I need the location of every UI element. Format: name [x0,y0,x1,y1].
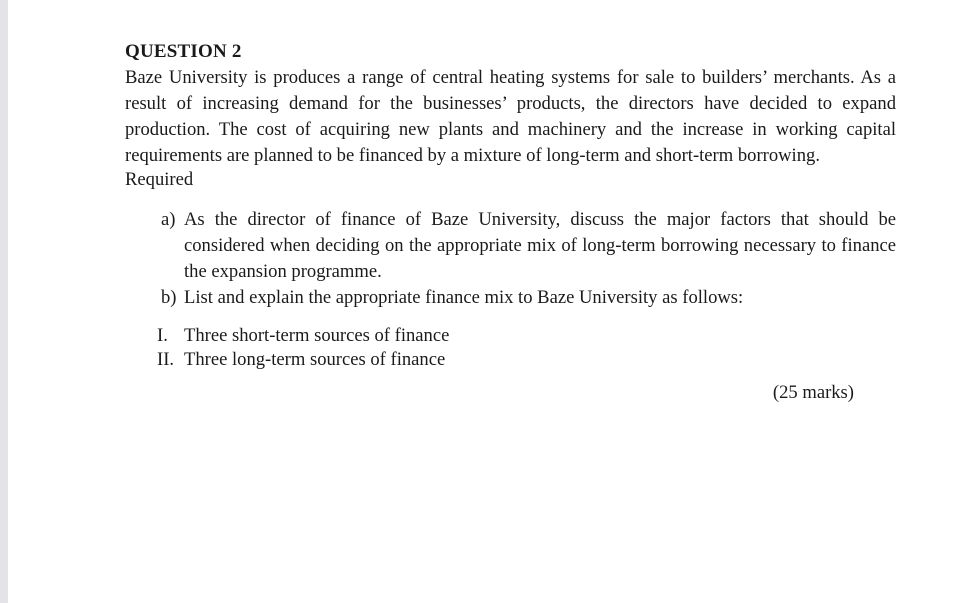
question-title: QUESTION 2 [125,41,242,62]
question-part-a [125,207,896,285]
question-block [125,40,896,405]
part-marker: a) [161,209,176,230]
part-text: List and explain the appropriate finance mix to Baze University as follows: [184,287,744,308]
required-label: Required [125,169,194,190]
subpart-marker: II. [157,349,175,370]
marks-allocation: (25 marks) [772,382,854,403]
question-body: Baze University is produces a range of central heating systems for sale to builders’ merchants. As a result of increasing demand for the businesses’ products, the directors have decided to expand production. The cost of acquiring new plants and machinery and the increase in working capital requirements are planned to be financed by a mixture of long-term and short-term borrowing. [125,67,896,166]
question-part-b [125,285,896,311]
document-page [8,0,979,603]
subpart-text: Three long-term sources of finance [184,349,446,370]
subpart-item-1 [125,324,896,348]
question-parts-list [125,207,896,311]
part-text: As the director of finance of Baze University, discuss the major factors that should be considered when deciding on the appropriate mix of long-term borrowing necessary to finance the expansion programme. [184,209,896,282]
subpart-text: Three short-term sources of finance [184,325,450,346]
subpart-marker: I. [157,325,168,346]
subpart-item-2 [125,348,896,372]
subparts-list [125,324,896,372]
part-marker: b) [161,287,177,308]
